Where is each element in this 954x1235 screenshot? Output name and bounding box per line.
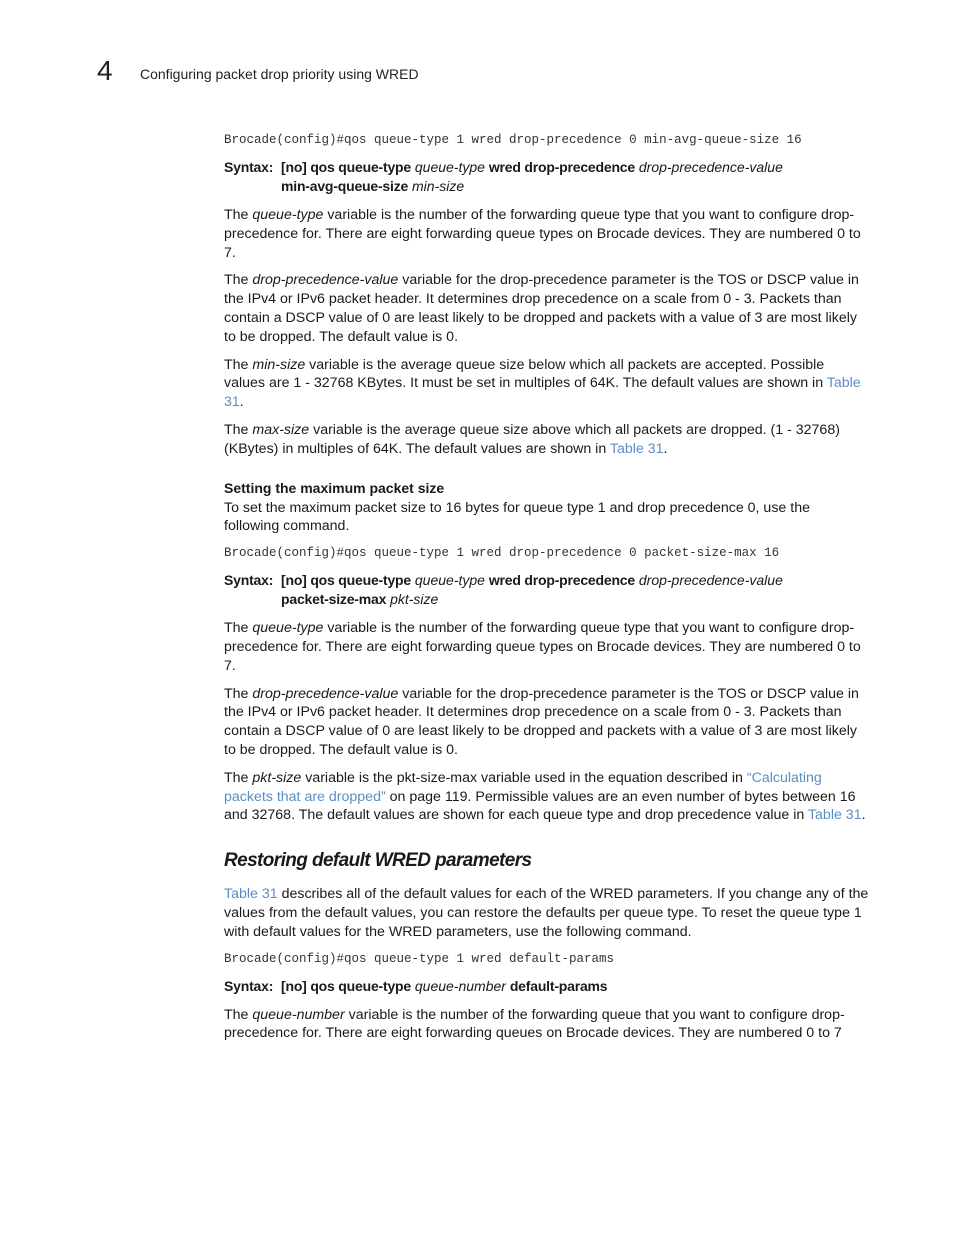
paragraph-queue-type: The queue-type variable is the number of the forwarding queue type that you want to configure drop-precedence for. There are eight forwarding queue types on Brocade devices. They are numbered 0 to 7. bbox=[224, 207, 861, 261]
syntax-variable: min-size bbox=[411, 178, 465, 194]
table-31-link[interactable]: Table 31 bbox=[609, 440, 664, 457]
code-example-packet-size: Brocade(config)#qos queue-type 1 wred drop-precedence 0 packet-size-max 16 bbox=[224, 546, 780, 561]
syntax-label: Syntax: bbox=[224, 572, 274, 589]
paragraph-queue-type-2: The queue-type variable is the number of the forwarding queue type that you want to configure drop-precedence for. There are eight forwarding queue types on Brocade devices. They are numbered 0 to 7. bbox=[224, 620, 861, 674]
syntax-packet-size bbox=[224, 571, 869, 609]
code-example-min-size: Brocade(config)#qos queue-type 1 wred drop-precedence 0 min-avg-queue-size 16 bbox=[224, 133, 802, 147]
syntax-variable: queue-type bbox=[414, 572, 485, 589]
section-title-restoring-defaults: Restoring default WRED parameters bbox=[224, 850, 532, 872]
paragraph-max-size: The max-size variable is the average queue size above which all packets are dropped. (1 - 32768) (KBytes) in multiples of 64K. The default values are shown in Table 31. bbox=[224, 421, 840, 457]
calculating-packets-link[interactable]: “Calculating packets that are dropped” bbox=[224, 769, 822, 805]
syntax-keyword: min-avg-queue-size bbox=[281, 178, 409, 194]
paragraph-queue-number: The queue-number variable is the number of the forwarding queue that you want to configure drop-precedence for. There are eight forwarding queues on Brocade devices. They are numbered 0 to 7 bbox=[224, 1006, 845, 1042]
syntax-variable: pkt-size bbox=[390, 591, 439, 608]
syntax-default-params bbox=[224, 977, 869, 996]
syntax-label: Syntax: bbox=[224, 977, 274, 994]
chapter-number: 4 bbox=[97, 55, 113, 86]
paragraph-drop-precedence-2: The drop-precedence-value variable for the drop-precedence parameter is the TOS or DSCP value in the IPv4 or IPv6 packet header. It determines drop precedence on a scale from 0 - 3. Packets than contain a DSCP value of 0 are least likely to be dropped and packets with a value of 3 are most likely to be dropped. The default value is 0. bbox=[224, 685, 859, 758]
table-31-link[interactable]: Table 31 bbox=[224, 375, 861, 411]
table-31-link[interactable]: Table 31 bbox=[224, 886, 278, 903]
paragraph-restoring-intro: Table 31 describes all of the default values for each of the WRED parameters. If you change any of the values from the default values, you can restore the defaults per queue type. To reset the queue type 1 with default values for the WRED parameters, use the following command. bbox=[224, 886, 869, 940]
paragraph-max-packet-intro: To set the maximum packet size to 16 bytes for queue type 1 and drop precedence 0, use the following command. bbox=[224, 499, 810, 535]
paragraph-pkt-size: The pkt-size variable is the pkt-size-max variable used in the equation described in “Calculating packets that are dropped” on page 119. Permissible values are an even number of bytes between 16 and 32768. The default values are shown for each queue type and drop precedence value in Table 31. bbox=[224, 769, 866, 824]
code-example-default-params: Brocade(config)#qos queue-type 1 wred default-params bbox=[224, 951, 615, 966]
syntax-min-size bbox=[224, 158, 869, 196]
syntax-keyword: wred drop-precedence bbox=[488, 572, 635, 589]
syntax-keyword: packet-size-max bbox=[281, 591, 387, 608]
syntax-keyword: [no] qos queue-type bbox=[281, 977, 411, 994]
table-31-link[interactable]: Table 31 bbox=[807, 807, 862, 824]
main-content bbox=[224, 132, 869, 1052]
syntax-keyword: default-params bbox=[509, 977, 608, 994]
syntax-variable: drop-precedence-value bbox=[638, 159, 783, 175]
subheading-max-packet-size: Setting the maximum packet size bbox=[224, 479, 445, 496]
paragraph-drop-precedence: The drop-precedence-value variable for the drop-precedence parameter is the TOS or DSCP value in the IPv4 or IPv6 packet header. It determines drop precedence on a scale from 0 - 3. Packets than contain a DSCP value of 0 are least likely to be dropped and packets with a value of 3 are most likely to be dropped. The default value is 0. bbox=[224, 272, 859, 345]
paragraph-min-size: The min-size variable is the average queue size below which all packets are accepted. Possible values are 1 - 32768 KBytes. It must be set in multiples of 64K. The default values are shown in Table 31. bbox=[224, 356, 861, 411]
syntax-variable: queue-number bbox=[414, 977, 506, 994]
syntax-keyword: [no] qos queue-type bbox=[281, 572, 411, 589]
syntax-keyword: wred drop-precedence bbox=[488, 159, 635, 175]
syntax-variable: queue-type bbox=[414, 159, 485, 175]
chapter-title: Configuring packet drop priority using WRED bbox=[140, 66, 419, 82]
syntax-variable: drop-precedence-value bbox=[638, 572, 783, 589]
syntax-keyword: [no] qos queue-type bbox=[281, 159, 411, 175]
syntax-label: Syntax: bbox=[224, 159, 274, 175]
